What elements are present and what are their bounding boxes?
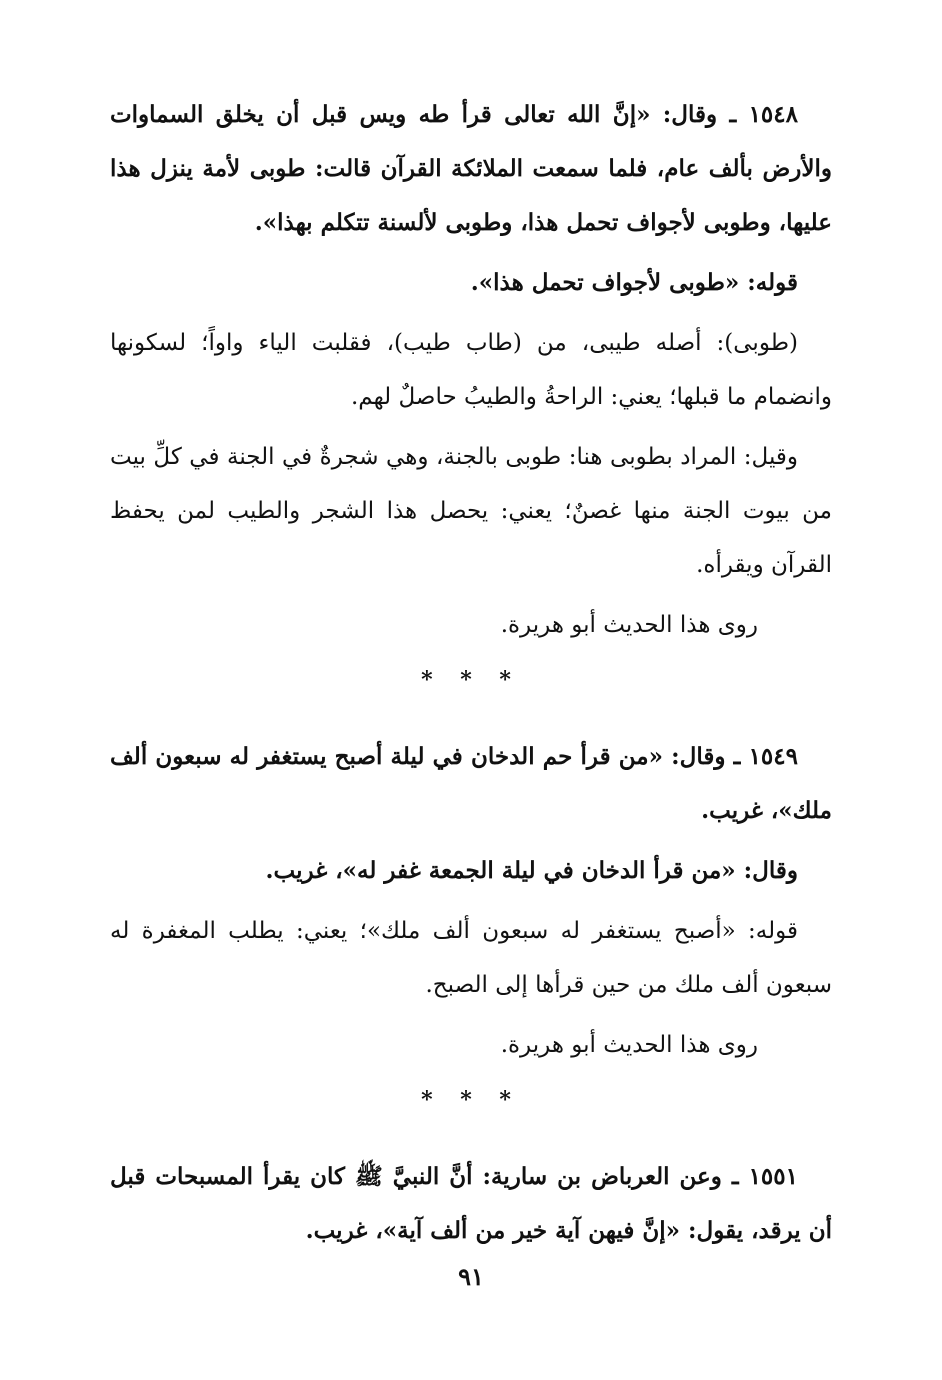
section-separator: * * * xyxy=(421,667,521,693)
commentary-paragraph: وقيل: المراد بطوبى هنا: طوبى بالجنة، وهي شجرةٌ في الجنة في كلِّ بيت من بيوت الجنة منها غصنٌ؛ يعني: يحصل هذا الشجر والطيب لمن يحفظ القرآن ويقرأه. xyxy=(110,444,832,578)
hadith-1548: ١٥٤٨ ـ وقال: «إنَّ الله تعالى قرأ طه ويس قبل أن يخلق السماوات والأرض بألف عام، فلما سمعت الملائكة القرآن قالت: طوبى لأمة ينزل هذا عليها، وطوبى لأجواف تحمل هذا، وطوبى لألسنة تتكلم بهذا». xyxy=(110,101,832,236)
commentary-paragraph: قوله: «أصبح يستغفر له سبعون ألف ملك»؛ يعني: يطلب المغفرة له سبعون ألف ملك من حين قرأها إلى الصبح. xyxy=(110,918,832,998)
page-number: ٩١ xyxy=(458,1262,484,1291)
narrator-line: روى هذا الحديث أبو هريرة. xyxy=(500,612,758,638)
commentary-paragraph: (طوبى): أصله طيبى، من (طاب طيب)، فقلبت الياء واواً؛ لسكونها وانضمام ما قبلها؛ يعني: الراحةُ والطيبُ حاصلٌ لهم. xyxy=(110,330,832,410)
narrator-line: روى هذا الحديث أبو هريرة. xyxy=(500,1032,758,1058)
commentary-quote: وقال: «من قرأ الدخان في ليلة الجمعة غفر له»، غريب. xyxy=(265,857,798,884)
commentary-quote: قوله: «طوبى لأجواف تحمل هذا». xyxy=(470,269,798,296)
hadith-1549: ١٥٤٩ ـ وقال: «من قرأ حم الدخان في ليلة أصبح يستغفر له سبعون ألف ملك»، غريب. xyxy=(110,743,832,824)
hadith-1551: ١٥٥١ ـ وعن العرباض بن سارية: أنَّ النبيَّ ﷺ كان يقرأ المسبحات قبل أن يرقد، يقول: «إنَّ فيهن آية خير من ألف آية»، غريب. xyxy=(110,1163,832,1244)
section-separator: * * * xyxy=(421,1087,521,1113)
